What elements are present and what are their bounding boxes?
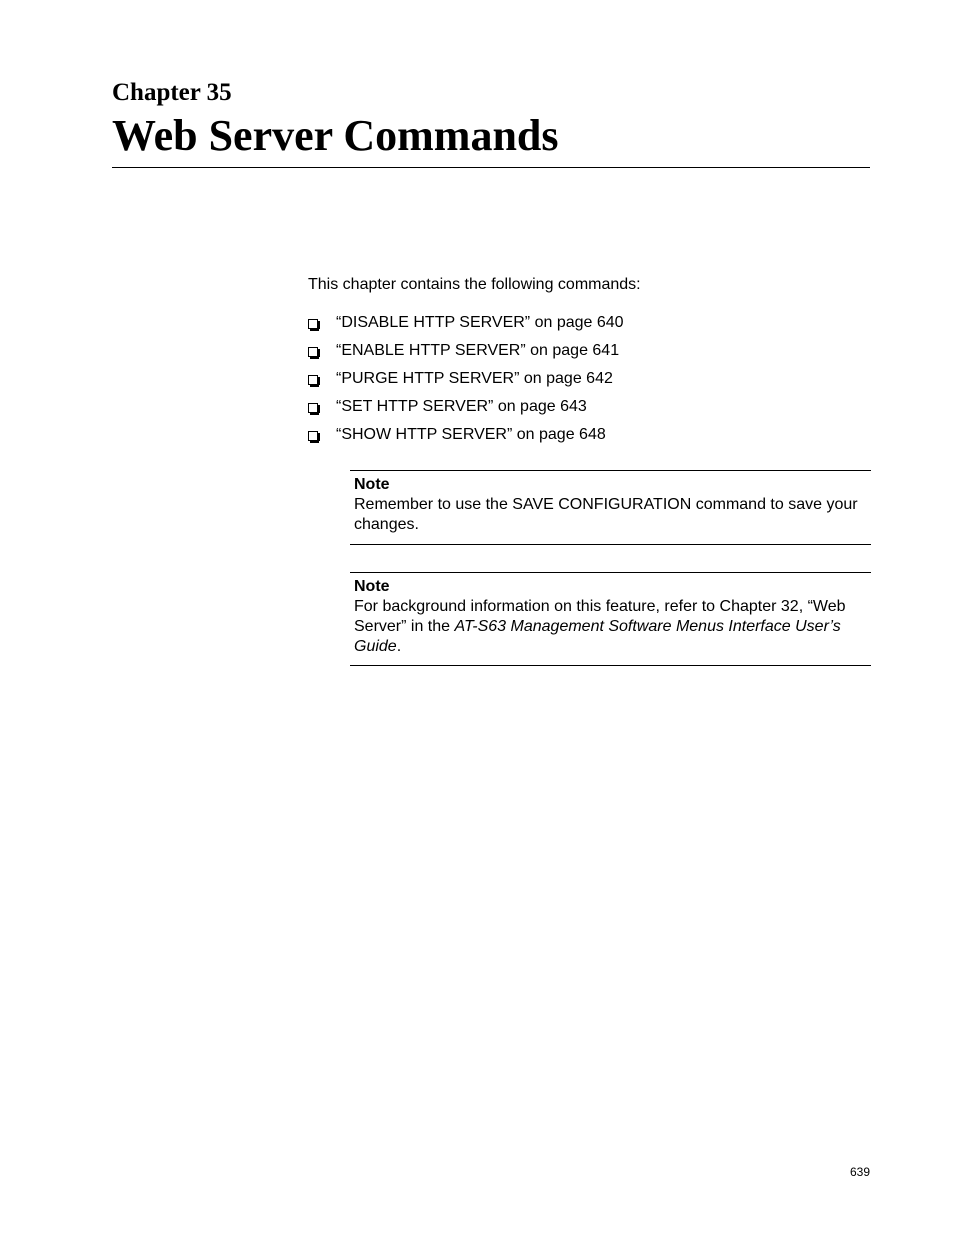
note-heading: Note [354,578,390,595]
checkbox-square-icon [308,347,318,357]
intro-text: This chapter contains the following commands: [308,276,641,293]
checkbox-square-icon [308,431,318,441]
note-body [354,597,871,657]
checkbox-square-icon [308,403,318,413]
note-box-save-config [350,470,871,545]
command-list [308,312,624,452]
chapter-label: Chapter 35 [112,79,232,106]
page-number: 639 [849,1165,870,1179]
command-link[interactable]: “SET HTTP SERVER” on page 643 [336,398,587,415]
chapter-title: Web Server Commands [112,111,559,160]
note-heading: Note [354,476,390,493]
note-box-background-info [350,572,871,666]
list-item[interactable] [308,312,624,340]
checkbox-square-icon [308,375,318,385]
command-link[interactable]: “SHOW HTTP SERVER” on page 648 [336,426,606,443]
command-link[interactable]: “DISABLE HTTP SERVER” on page 640 [336,314,624,331]
note-body-suffix: . [396,638,402,655]
list-item[interactable] [308,396,624,424]
command-link[interactable]: “PURGE HTTP SERVER” on page 642 [336,370,613,387]
note-body: Remember to use the SAVE CONFIGURATION command to save your changes. [354,496,858,533]
checkbox-square-icon [308,319,318,329]
list-item[interactable] [308,340,624,368]
command-link[interactable]: “ENABLE HTTP SERVER” on page 641 [336,342,620,359]
guide-title: AT-S63 Management Software Menus Interface User’s Guide [354,618,841,655]
note-body-prefix: For background information on this feature, refer to Chapter 32, “Web Server” in the [354,598,846,635]
list-item[interactable] [308,424,624,452]
list-item[interactable] [308,368,624,396]
title-divider [112,167,870,168]
